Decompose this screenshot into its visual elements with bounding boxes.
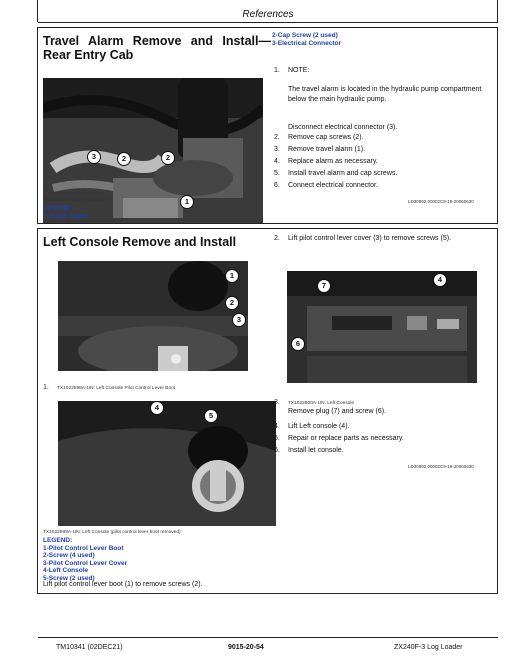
legend-item: 5-Screw (2 used)	[43, 574, 95, 582]
section-title: Travel Alarm Remove and Install—Rear Entry Cab	[43, 34, 271, 62]
callout-3: 3	[232, 313, 246, 327]
step-list	[274, 421, 404, 457]
legend-item: 2-Cap Screw (2 used)	[272, 32, 338, 39]
legend-label: LEGEND:	[43, 537, 73, 544]
step-item: 6. Install let console.	[274, 447, 344, 454]
step-item: 3. Remove travel alarm (1).	[274, 146, 366, 153]
figure-caption: 1. TX1022598A-UN: Left Console Pilot Control Lever Boot	[43, 384, 176, 391]
figure-caption: TX1041897A-UN: Travel Alarm	[43, 198, 109, 203]
callout-4: 4	[150, 401, 164, 415]
callout-5: 5	[204, 409, 218, 423]
step-item: 5. Install travel alarm and cap screws.	[274, 170, 398, 177]
callout-4: 4	[433, 273, 447, 287]
footer-model: ZX240F-3 Log Loader	[394, 644, 463, 651]
legend-item: 4-Left Console	[43, 567, 89, 574]
step-3-text: Remove plug (7) and screw (6).	[288, 408, 387, 415]
legend-continued	[272, 32, 341, 48]
figure-caption: TX1022599A-UN: Left Console (pilot control lever boot removed)	[43, 530, 181, 535]
header-rule	[38, 22, 498, 23]
callout-2: 2	[161, 151, 175, 165]
left-console-section	[37, 228, 498, 594]
callout-1: 1	[180, 195, 194, 209]
step-item: 5. Repair or replace parts as necessary.	[274, 435, 404, 442]
step-2: 2. Lift pilot control lever cover (3) to remove screws (5).	[274, 235, 451, 242]
legend-item: 3-Electrical Connector	[272, 40, 341, 47]
figure-caption: 3. TX1022600A-UN: Left Console	[274, 399, 355, 406]
callout-2: 2	[225, 296, 239, 310]
note-label: 1. NOTE:	[274, 67, 310, 74]
console-boot-removed-illustration	[58, 401, 276, 526]
footer-page-number: 9015-20-54	[228, 644, 264, 651]
callout-6: 6	[291, 337, 305, 351]
footer-manual-id: TM10341 (02DEC21)	[56, 644, 123, 651]
console-boot-removed-photo	[58, 401, 276, 526]
section-title: Left Console Remove and Install	[43, 235, 237, 249]
legend-label: LEGEND:	[43, 205, 73, 212]
step-item: 4. Lift Left console (4).	[274, 423, 350, 430]
doc-code: LD30992,00002C9-19-20060630	[408, 464, 474, 469]
left-console-illustration	[287, 271, 477, 383]
legend-item: 2-Screw (4 used)	[43, 552, 95, 559]
step-1-text: Disconnect electrical connector (3).	[288, 124, 398, 131]
console-boot-illustration	[58, 261, 248, 371]
legend	[43, 537, 127, 582]
step-item: 2. Remove cap screws (2).	[274, 134, 364, 141]
console-boot-photo	[58, 261, 248, 371]
callout-7: 7	[317, 279, 331, 293]
legend-item: 1-Travel Alarm	[43, 212, 88, 220]
footer-rule	[38, 637, 498, 638]
legend-item: 1-Pilot Control Lever Boot	[43, 544, 124, 552]
legend	[43, 205, 88, 220]
travel-alarm-section	[37, 27, 498, 224]
note-text: The travel alarm is located in the hydraulic pump compartment below the main hydraulic pump.	[288, 86, 482, 103]
step-item: 6. Connect electrical connector.	[274, 182, 378, 189]
callout-2: 2	[117, 152, 131, 166]
left-console-photo	[287, 271, 477, 383]
running-head: References	[242, 9, 294, 20]
legend-item: 3-Pilot Control Lever Cover	[43, 559, 128, 567]
callout-3: 3	[87, 150, 101, 164]
step-1-text: Lift pilot control lever boot (1) to remove screws (2).	[43, 581, 203, 588]
step-item: 4. Replace alarm as necessary.	[274, 158, 378, 165]
doc-code: LD30992,00002C8-19-20060630	[408, 199, 474, 204]
callout-1: 1	[225, 269, 239, 283]
step-list	[274, 132, 397, 192]
